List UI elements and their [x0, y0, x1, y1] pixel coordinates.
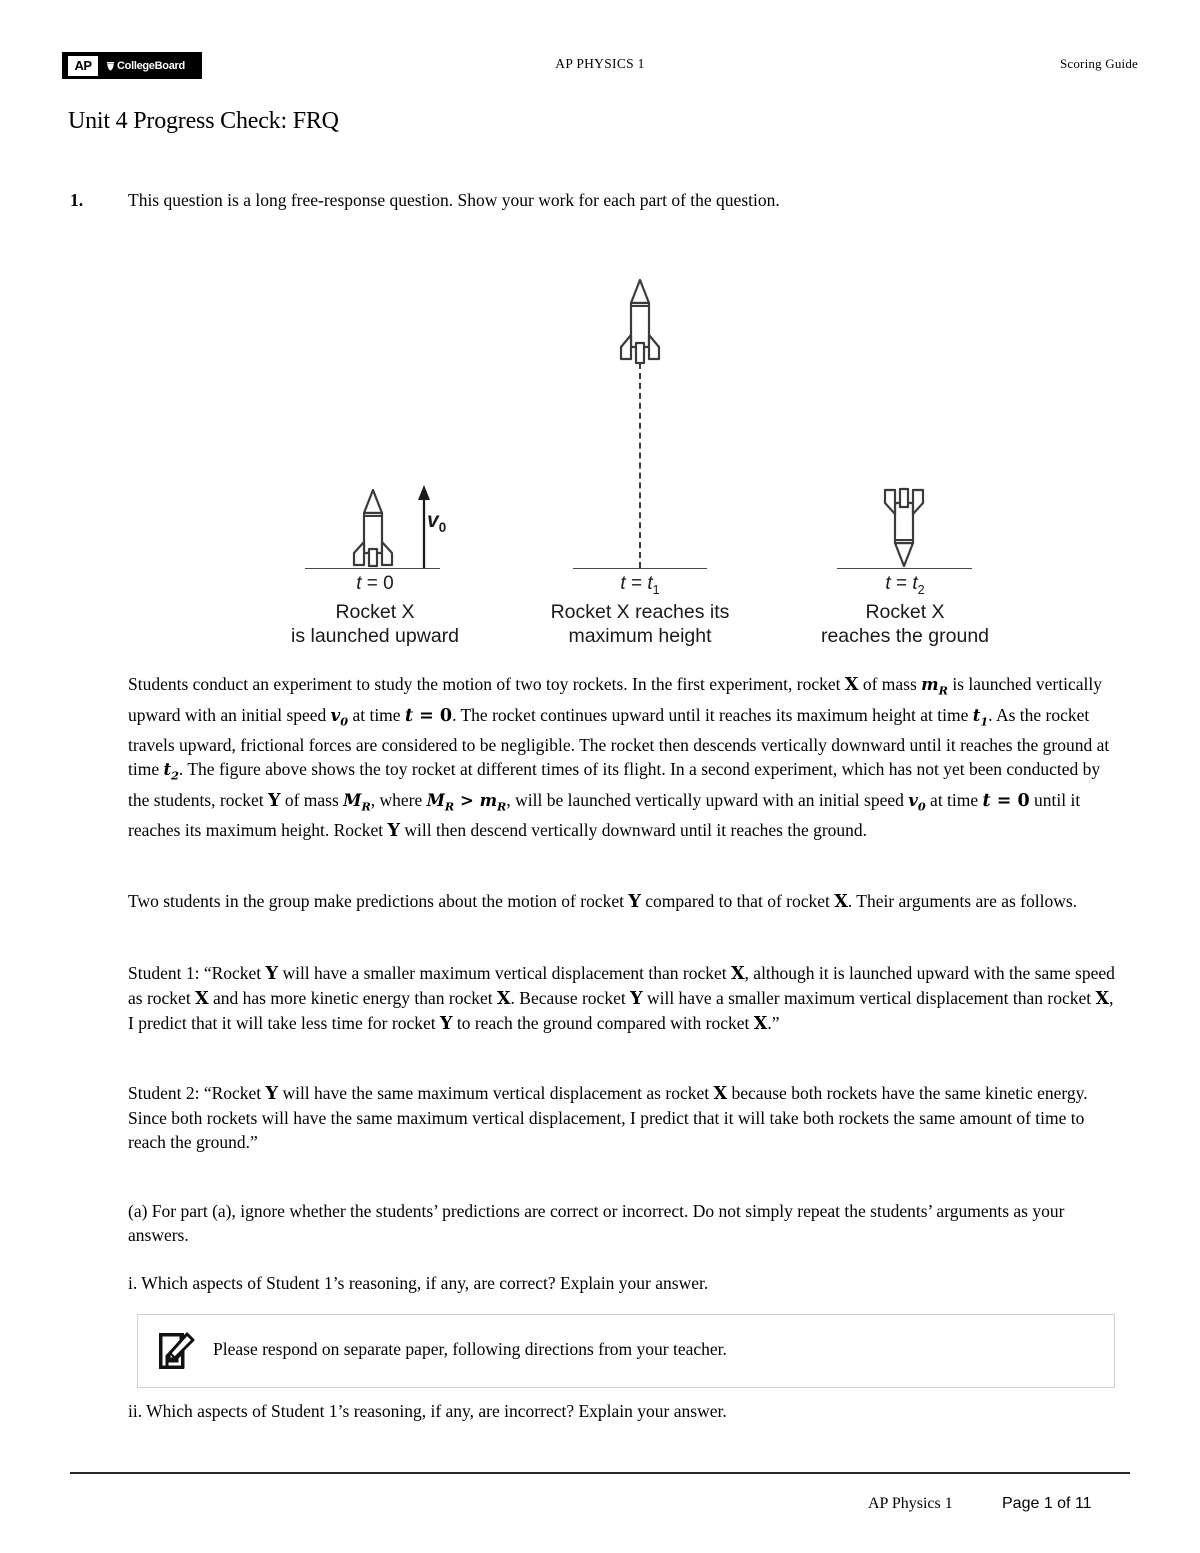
ground-line: [573, 568, 707, 569]
figure-caption-t1: Rocket X reaches its maximum height: [550, 601, 730, 647]
question-instruction: This question is a long free-response question. Show your work for each part of the question.: [128, 190, 780, 210]
symbol-rocket-x: X: [195, 989, 209, 1010]
velocity-label: $v_0$: [427, 509, 447, 536]
ground-line: [305, 568, 440, 569]
trajectory-dashed-line: [639, 363, 641, 568]
symbol-t-equals-0: t = 0: [404, 705, 453, 726]
symbol-speed-v0: $v_0$: [908, 790, 926, 813]
symbol-rocket-y: Y: [265, 964, 279, 984]
symbol-t-equals-0: t = 0: [982, 790, 1030, 811]
header-doc-type: Scoring Guide: [1059, 56, 1138, 71]
time-label-t0: t = 0: [356, 573, 394, 594]
student-2-argument: Student 2: “Rocket Y will have the same maximum vertical displacement as rocket X because both rockets have the same kinetic energy. Since both rockets will have the same maximum vertical displacement, I predict that it will take both rockets the same amount of time to reach the ground.”: [128, 1083, 1088, 1153]
symbol-rocket-y: Y: [628, 892, 641, 912]
symbol-rocket-y: Y: [265, 1084, 279, 1104]
symbol-speed-v0: $v_0$: [330, 705, 349, 728]
symbol-rocket-y: Y: [267, 790, 281, 811]
symbol-time-t2: $t_2$: [163, 760, 179, 783]
header-course-title: AP PHYSICS 1: [555, 56, 645, 71]
student-1-argument: Student 1: “Rocket Y will have a smaller maximum vertical displacement than rocket X, although it is launched upward with the same speed as rocket X and has more kinetic energy than rocket X. Because rocket Y will have a smaller maximum vertical displacement than rocket X, I predict that it will take less time for rocket Y to reach the ground compared with rocket X.”: [128, 963, 1115, 1035]
symbol-rocket-y: Y: [439, 1014, 453, 1035]
footer-divider: [70, 1472, 1130, 1474]
question-number: 1.: [70, 190, 84, 210]
pencil-edit-icon: [159, 1332, 195, 1370]
symbol-rocket-x: X: [496, 989, 511, 1010]
respond-on-paper-text: Please respond on separate paper, following directions from your teacher.: [213, 1339, 727, 1359]
symbol-rocket-x: X: [844, 675, 859, 695]
symbol-rocket-x: X: [730, 964, 745, 984]
time-label-t1: $t = t_1$: [620, 573, 660, 597]
symbol-rocket-x: X: [1095, 989, 1110, 1010]
experiment-description-paragraph: Students conduct an experiment to study the motion of two toy rockets. In the first experiment, rocket X of mass $m_R$ is launched vertically upward with an initial speed $v_0$ at time t = 0. The rocket continues upward until it reaches its maximum height at time $t_1$. As the rocket travels upward, frictional forces are considered to be negligible. The rocket then descends vertically downward until it reaches the ground at time $t_2$. The figure above shows the toy rocket at different times of its flight. In a second experiment, which has not yet been conducted by the students, rocket Y of mass $M_R$, where $M_R > m_R$, will be launched vertically upward with an initial speed $v_0$ at time t = 0 until it reaches its maximum height. Rocket Y will then descend vertically downward until it reaches the ground.: [128, 674, 1110, 842]
page-title: Unit 4 Progress Check: FRQ: [68, 108, 339, 134]
symbol-rocket-y: Y: [630, 989, 643, 1010]
rocket-apex-icon: [609, 277, 671, 367]
symbol-MR-gt-mR: $M_R > m_R$: [426, 790, 507, 813]
part-a-i-prompt: i. Which aspects of Student 1’s reasoning, if any, are correct? Explain your answer.: [128, 1273, 709, 1293]
page-header: [0, 52, 1200, 86]
symbol-mass-MR: $M_R$: [343, 790, 371, 813]
footer-page-number: Page 1 of 11: [1002, 1495, 1092, 1512]
figure-caption-t2: Rocket X reaches the ground: [820, 601, 990, 647]
time-label-t2: $t = t_2$: [885, 573, 925, 597]
part-a-ii-prompt: ii. Which aspects of Student 1’s reasoning, if any, are incorrect? Explain your answer.: [128, 1401, 727, 1421]
respond-on-paper-box: [137, 1314, 1115, 1388]
symbol-rocket-x: X: [834, 892, 848, 912]
symbol-rocket-y: Y: [387, 821, 401, 842]
symbol-rocket-x: X: [753, 1014, 768, 1035]
rocket-inverted-icon: [873, 486, 935, 569]
footer-course-name: AP Physics 1: [868, 1495, 953, 1512]
symbol-time-t1: $t_1$: [972, 705, 989, 728]
predictions-intro-paragraph: Two students in the group make predictions about the motion of rocket Y compared to that of rocket X. Their arguments are as follows.: [128, 891, 1078, 912]
figure-caption-t0: Rocket X is launched upward: [290, 601, 460, 647]
ap-logo-mark: AP: [68, 56, 98, 76]
part-a-instruction: (a) For part (a), ignore whether the students’ predictions are correct or incorrect. Do not simply repeat the students’ arguments as your answers.: [128, 1201, 1065, 1246]
rocket-figure: [0, 255, 1200, 650]
ground-line: [837, 568, 972, 569]
symbol-mass-mr: $m_R$: [921, 675, 948, 698]
collegeboard-text: CollegeBoard: [117, 59, 185, 72]
symbol-rocket-x: X: [713, 1084, 728, 1104]
figure-panel-t2: [725, 255, 1085, 650]
rocket-upright-icon: [342, 487, 404, 569]
